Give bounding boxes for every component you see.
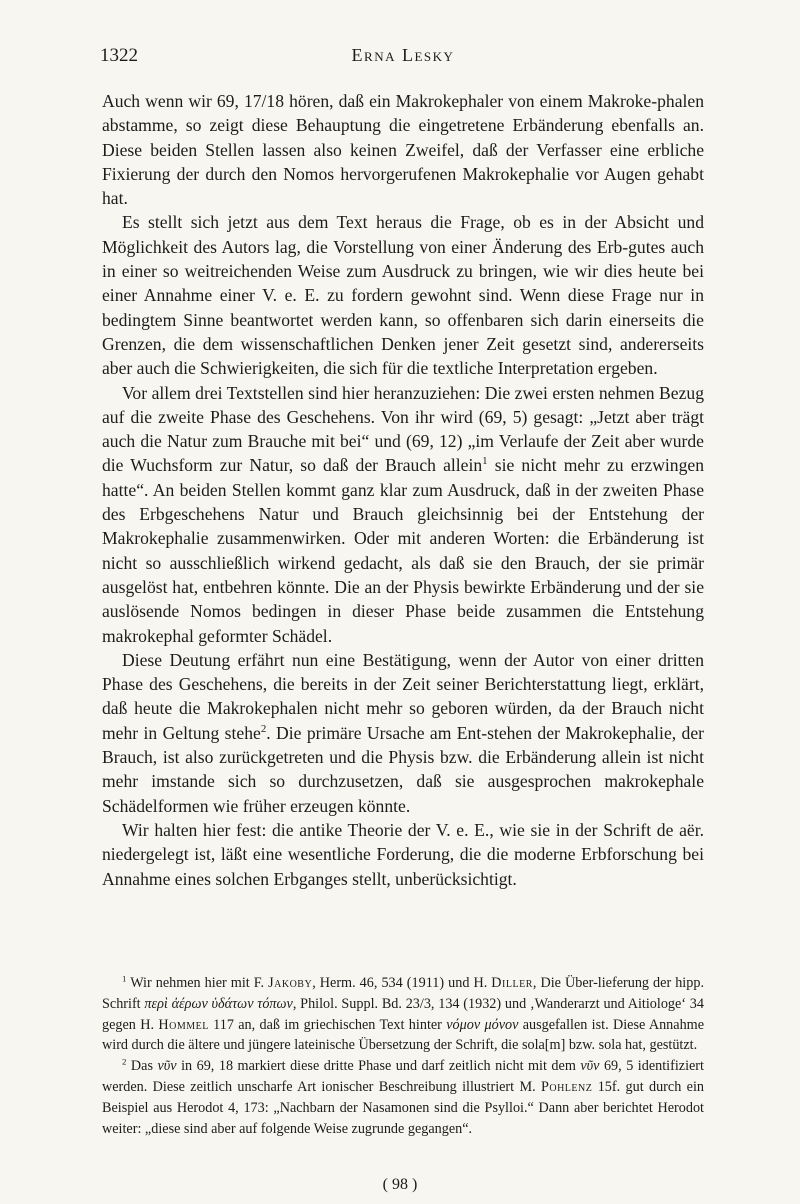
author-name: Jakoby (268, 975, 313, 991)
footnote-2 (102, 1056, 704, 1139)
footnote-2-text: Das (126, 1058, 158, 1075)
greek-text: νῦν (157, 1058, 177, 1075)
paragraph-3-text-a: Vor allem drei Textstellen sind hier heranzuziehen: Die zwei ersten nehmen Bezug auf die zweite Phase des Geschehens. Von ihr wird (69, 5) gesagt: „Jetzt aber trägt auch die Natur zum Brauche mit bei“ und (69, 12) „im Verlaufe der Zeit aber wurde die Wuchsform zur Natur, so daß der Brauch allein (102, 382, 704, 476)
footnote-1-text: Wir nehmen hier mit F. (126, 975, 269, 991)
paragraph-5: Wir halten hier fest: die antike Theorie der V. e. E., wie sie in der Schrift de aër. niedergelegt ist, läßt eine wesentliche Forderung, die die moderne Erbforschung bei Annahme eines solchen Erbganges stellt, unberücksichtigt. (102, 819, 704, 889)
greek-text: νῦν (580, 1058, 600, 1075)
author-name: Hommel (158, 1016, 209, 1033)
footnote-1 (102, 973, 704, 1056)
running-head-author: Erna Lesky (351, 45, 455, 65)
footnote-2-text: 15f. gut durch ein Beispiel aus Herodot 4, 173: „Nachbarn der Nasamonen sind die Psylloi.“ Dann aber berichtet Herodot weiter: „diese sind aber auf folgende Weise zugrunde gegangen“. (102, 1078, 704, 1137)
paragraph-4 (102, 648, 704, 818)
greek-text: νόμον μόνον (446, 1016, 519, 1033)
author-name: Pohlenz (540, 1078, 593, 1095)
paragraph-3 (102, 381, 704, 648)
author-name: Diller (491, 975, 533, 991)
footnote-1-text: , Die Über-lieferung der hipp. Schrift (102, 975, 704, 1012)
footnote-ref-1[interactable]: 1 (482, 455, 488, 468)
footnotes (102, 973, 704, 1139)
footnote-2-text: 69, 5 identifiziert werden. Diese zeitlich unscharfe Art ionischer Beschreibung illustriert M. (102, 1058, 704, 1095)
page-header (100, 45, 706, 75)
body-text (102, 89, 704, 891)
page-number: 1322 (100, 45, 138, 66)
footnote-1-text: 117 an, daß im griechischen Text hinter (208, 1016, 447, 1033)
footnote-2-text: in 69, 18 markiert diese dritte Phase und darf zeitlich nicht mit dem (176, 1058, 581, 1075)
footnote-1-text: , Herm. 46, 534 (1911) und H. (312, 975, 492, 991)
footnote-1-text: , Philol. Suppl. Bd. 23/3, 134 (1932) und ‚Wanderarzt und Aitiologe‘ 34 gegen H. (102, 995, 704, 1033)
paragraph-2: Es stellt sich jetzt aus dem Text heraus die Frage, ob es in der Absicht und Möglichkeit des Autors lag, die Vorstellung von einer Änderung des Erb-gutes auch in einer so weitreichenden Weise zum Ausdruck zu bringen, wie wir dies heute bei einer Annahme einer V. e. E. zu fordern gewohnt sind. Wenn diese Frage nur in bedingtem Sinne beantwortet werden kann, so offenbaren sich darin einerseits die Grenzen, die dem wissenschaftlichen Denken jener Zeit gesetzt sind, andererseits aber auch die Schwierigkeiten, die sich für die textliche Interpretation ergeben. (102, 212, 704, 379)
paragraph-4-text-a: Diese Deutung erfährt nun eine Bestätigung, wenn der Autor von einer dritten Phase des Geschehens, die bereits in der Zeit seiner Berichterstattung liegt, erklärt, daß heute die Makrokephalen nicht mehr so geboren würden, da der Brauch nicht mehr in Geltung stehe (102, 649, 704, 743)
paragraph-4-text-b: . Die primäre Ursache am Ent-stehen der Makrokephalie, der Brauch, ist also zurückgetreten und die Physis bzw. die Erbänderung allein ist nicht mehr imstande sich so durchzusetzen, daß sie ausgesprochen makrokephale Schädelformen wie früher erzeugen könnte. (102, 722, 704, 816)
footnote-1-text: ausgefallen ist. Diese Annahme wird durch die ältere und jüngere lateinische Übersetzung der Schrift, die sola[m] bzw. sola hat, gestützt. (102, 1016, 704, 1054)
paragraph-3-text-b: sie nicht mehr zu erzwingen hatte“. An beiden Stellen kommt ganz klar zum Ausdruck, daß in der zweiten Phase des Erbgeschehens Natur und Brauch gleichsinnig bei der Entstehung der Makrokephalie zusammenwirken. Oder mit anderen Worten: die Erbänderung ist nicht so ausschließlich wirkend gedacht, als daß sie den Brauch, der sie primär ausgelöst hat, entbehren könnte. Die an der Physis bewirkte Erbänderung und der sie auslösende Nomos bedingen in dieser Phase beide zusammen die Entstehung makrokephal geformter Schädel. (102, 455, 704, 646)
paragraph-1: Auch wenn wir 69, 17/18 hören, daß ein Makrokephaler von einem Makroke-phalen abstamme, so zeigt diese Behauptung die eingetretene Erbänderung ebenfalls an. Diese beiden Stellen lassen also keinen Zweifel, daß der Verfasser eine erbliche Fixierung der durch den Nomos hervorgerufenen Makrokephalie vor Augen gehabt hat. (102, 91, 704, 209)
folio-number: ( 98 ) (382, 1176, 418, 1193)
footnote-ref-2[interactable]: 2 (260, 722, 267, 735)
footnote-2-number: 2 (122, 1056, 127, 1067)
greek-text: περὶ ἀέρων ὑδάτων τόπων (144, 995, 293, 1012)
footnote-1-number: 1 (122, 973, 127, 984)
